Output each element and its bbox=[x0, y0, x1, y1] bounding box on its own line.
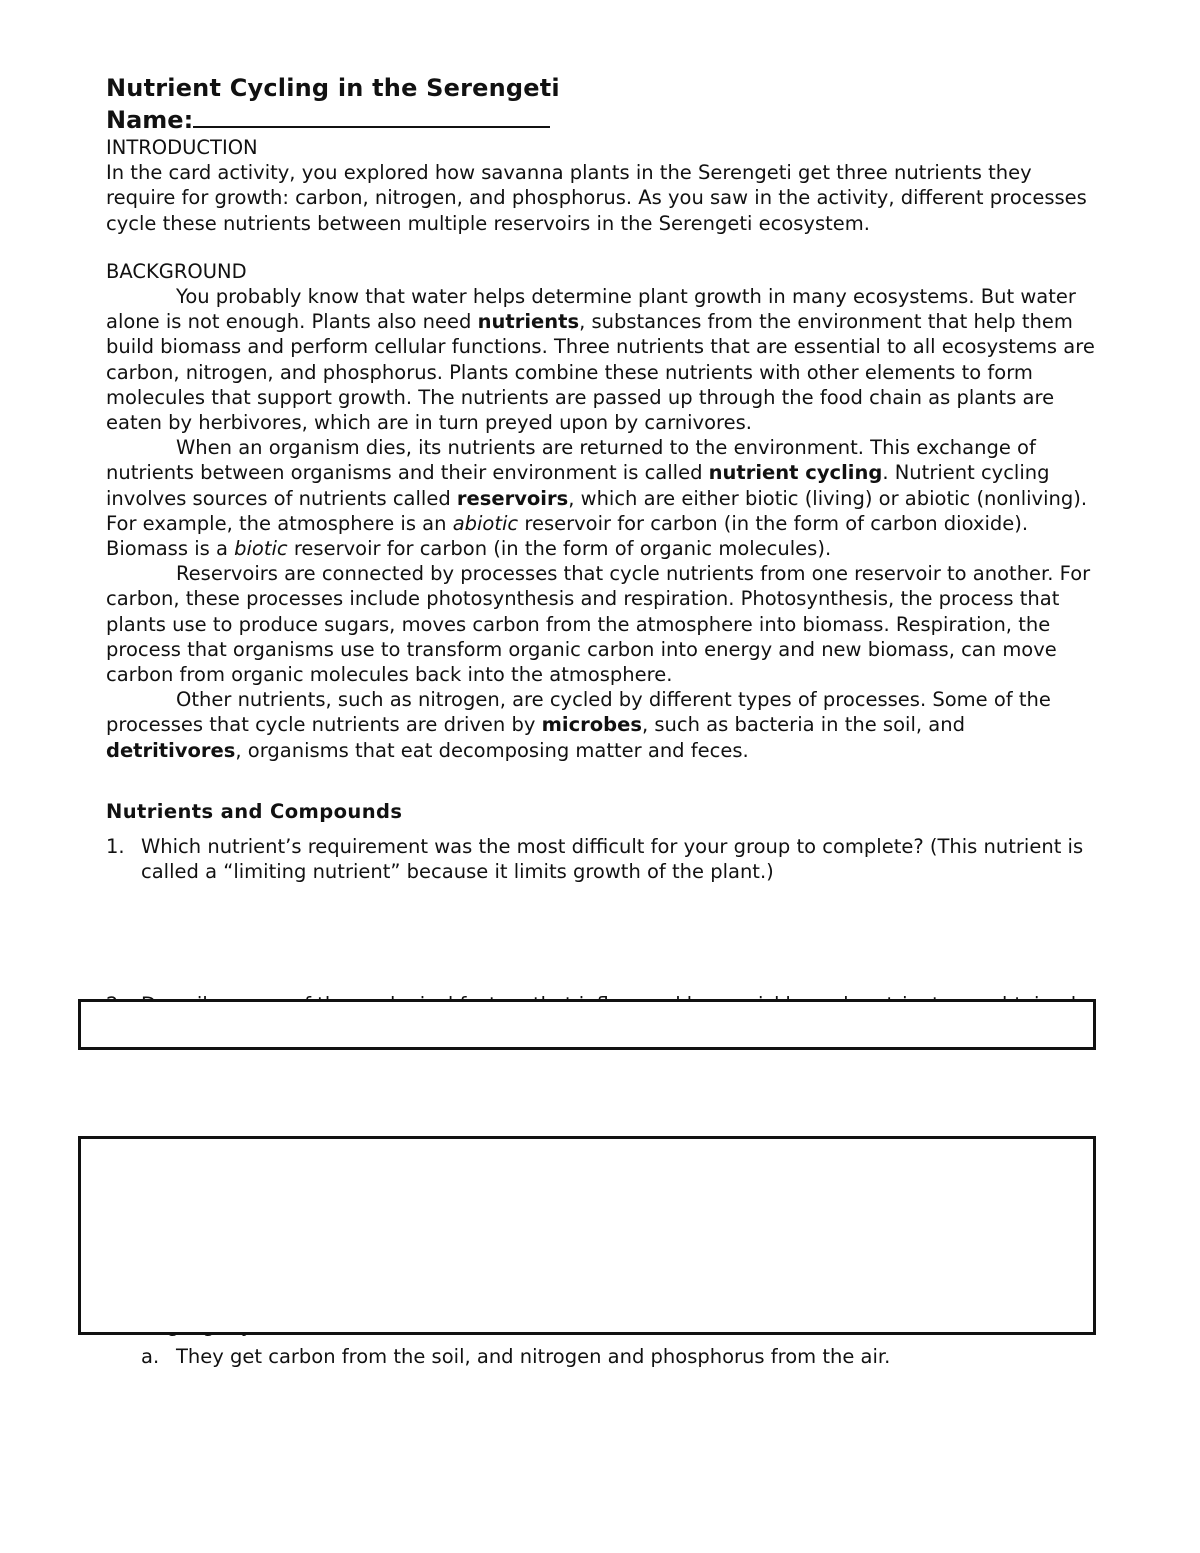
question-1 bbox=[106, 834, 1100, 884]
choice-text: They get carbon from the soil, and nitrogen and phosphorus from the air. bbox=[176, 1345, 891, 1369]
answer-box-question-1[interactable] bbox=[78, 999, 1096, 1050]
term-microbes: microbes bbox=[541, 713, 642, 737]
name-field bbox=[106, 104, 1100, 135]
term-biotic: biotic bbox=[234, 537, 288, 561]
term-abiotic: abiotic bbox=[452, 511, 519, 535]
section-title: Nutrients and Compounds bbox=[106, 799, 403, 823]
page-title: Nutrient Cycling in the Serengeti bbox=[106, 74, 560, 102]
background-paragraph-2: When an organism dies, its nutrients are returned to the environment. This exchange of nutrients between organisms and their environment is called nutrient cycling. Nutrient cycling involves sources of nutrients called reservoirs, which are either biotic (living) or abiotic (nonliving). For example, the atmosphere is an abiotic reservoir for carbon (in the form of carbon dioxide). Biomass is a biotic reservoir for carbon (in the form of organic molecules). bbox=[106, 436, 1088, 561]
background-paragraph-3: Reservoirs are connected by processes that cycle nutrients from one reservoir to another. For carbon, these processes include photosynthesis and respiration. Photosynthesis, the process that plants use to produce sugars, moves carbon from the atmosphere into biomass. Respiration, the process that organisms use to transform organic carbon into energy and new biomass, can move carbon from organic molecules back into the atmosphere. bbox=[106, 562, 1091, 687]
term-nutrients: nutrients bbox=[477, 310, 580, 334]
term-nutrient-cycling: nutrient cycling bbox=[708, 461, 883, 485]
intro-heading: INTRODUCTION bbox=[106, 136, 258, 159]
question-text: Which nutrient’s requirement was the most difficult for your group to complete? (This nutrient is called a “limiting nutrient” because it limits growth of the plant.) bbox=[141, 835, 1084, 884]
background-paragraph-4: Other nutrients, such as nitrogen, are cycled by different types of processes. Some of the processes that cycle nutrients are driven by microbes, such as bacteria in the soil, and detritivores, organisms that eat decomposing matter and feces. bbox=[106, 688, 1051, 762]
term-reservoirs: reservoirs bbox=[456, 486, 569, 510]
name-label: Name: bbox=[106, 106, 194, 134]
answer-choice-a[interactable] bbox=[106, 1344, 1100, 1369]
intro-paragraph: In the card activity, you explored how savanna plants in the Serengeti get three nutrients they require for growth: carbon, nitrogen, and phosphorus. As you saw in the activity, different processes cycle these nutrients between multiple reservoirs in the Serengeti ecosystem. bbox=[106, 161, 1087, 235]
background-heading: BACKGROUND bbox=[106, 259, 247, 283]
answer-box-question-2[interactable] bbox=[78, 1136, 1096, 1335]
term-detritivores: detritivores bbox=[106, 738, 236, 762]
question-number: 1. bbox=[106, 835, 125, 859]
background-paragraph-1: You probably know that water helps determine plant growth in many ecosystems. But water alone is not enough. Plants also need nutrients, substances from the environment that help them build biomass and perform cellular functions. Three nutrients that are essential to all ecosystems are carbon, nitrogen, and phosphorus. Plants combine these nutrients with other elements to form molecules that support growth. The nutrients are passed up through the food chain as plants are eaten by herbivores, which are in turn preyed upon by carnivores. bbox=[106, 285, 1095, 435]
name-blank-line[interactable] bbox=[193, 104, 550, 128]
choice-letter: a. bbox=[141, 1345, 160, 1369]
